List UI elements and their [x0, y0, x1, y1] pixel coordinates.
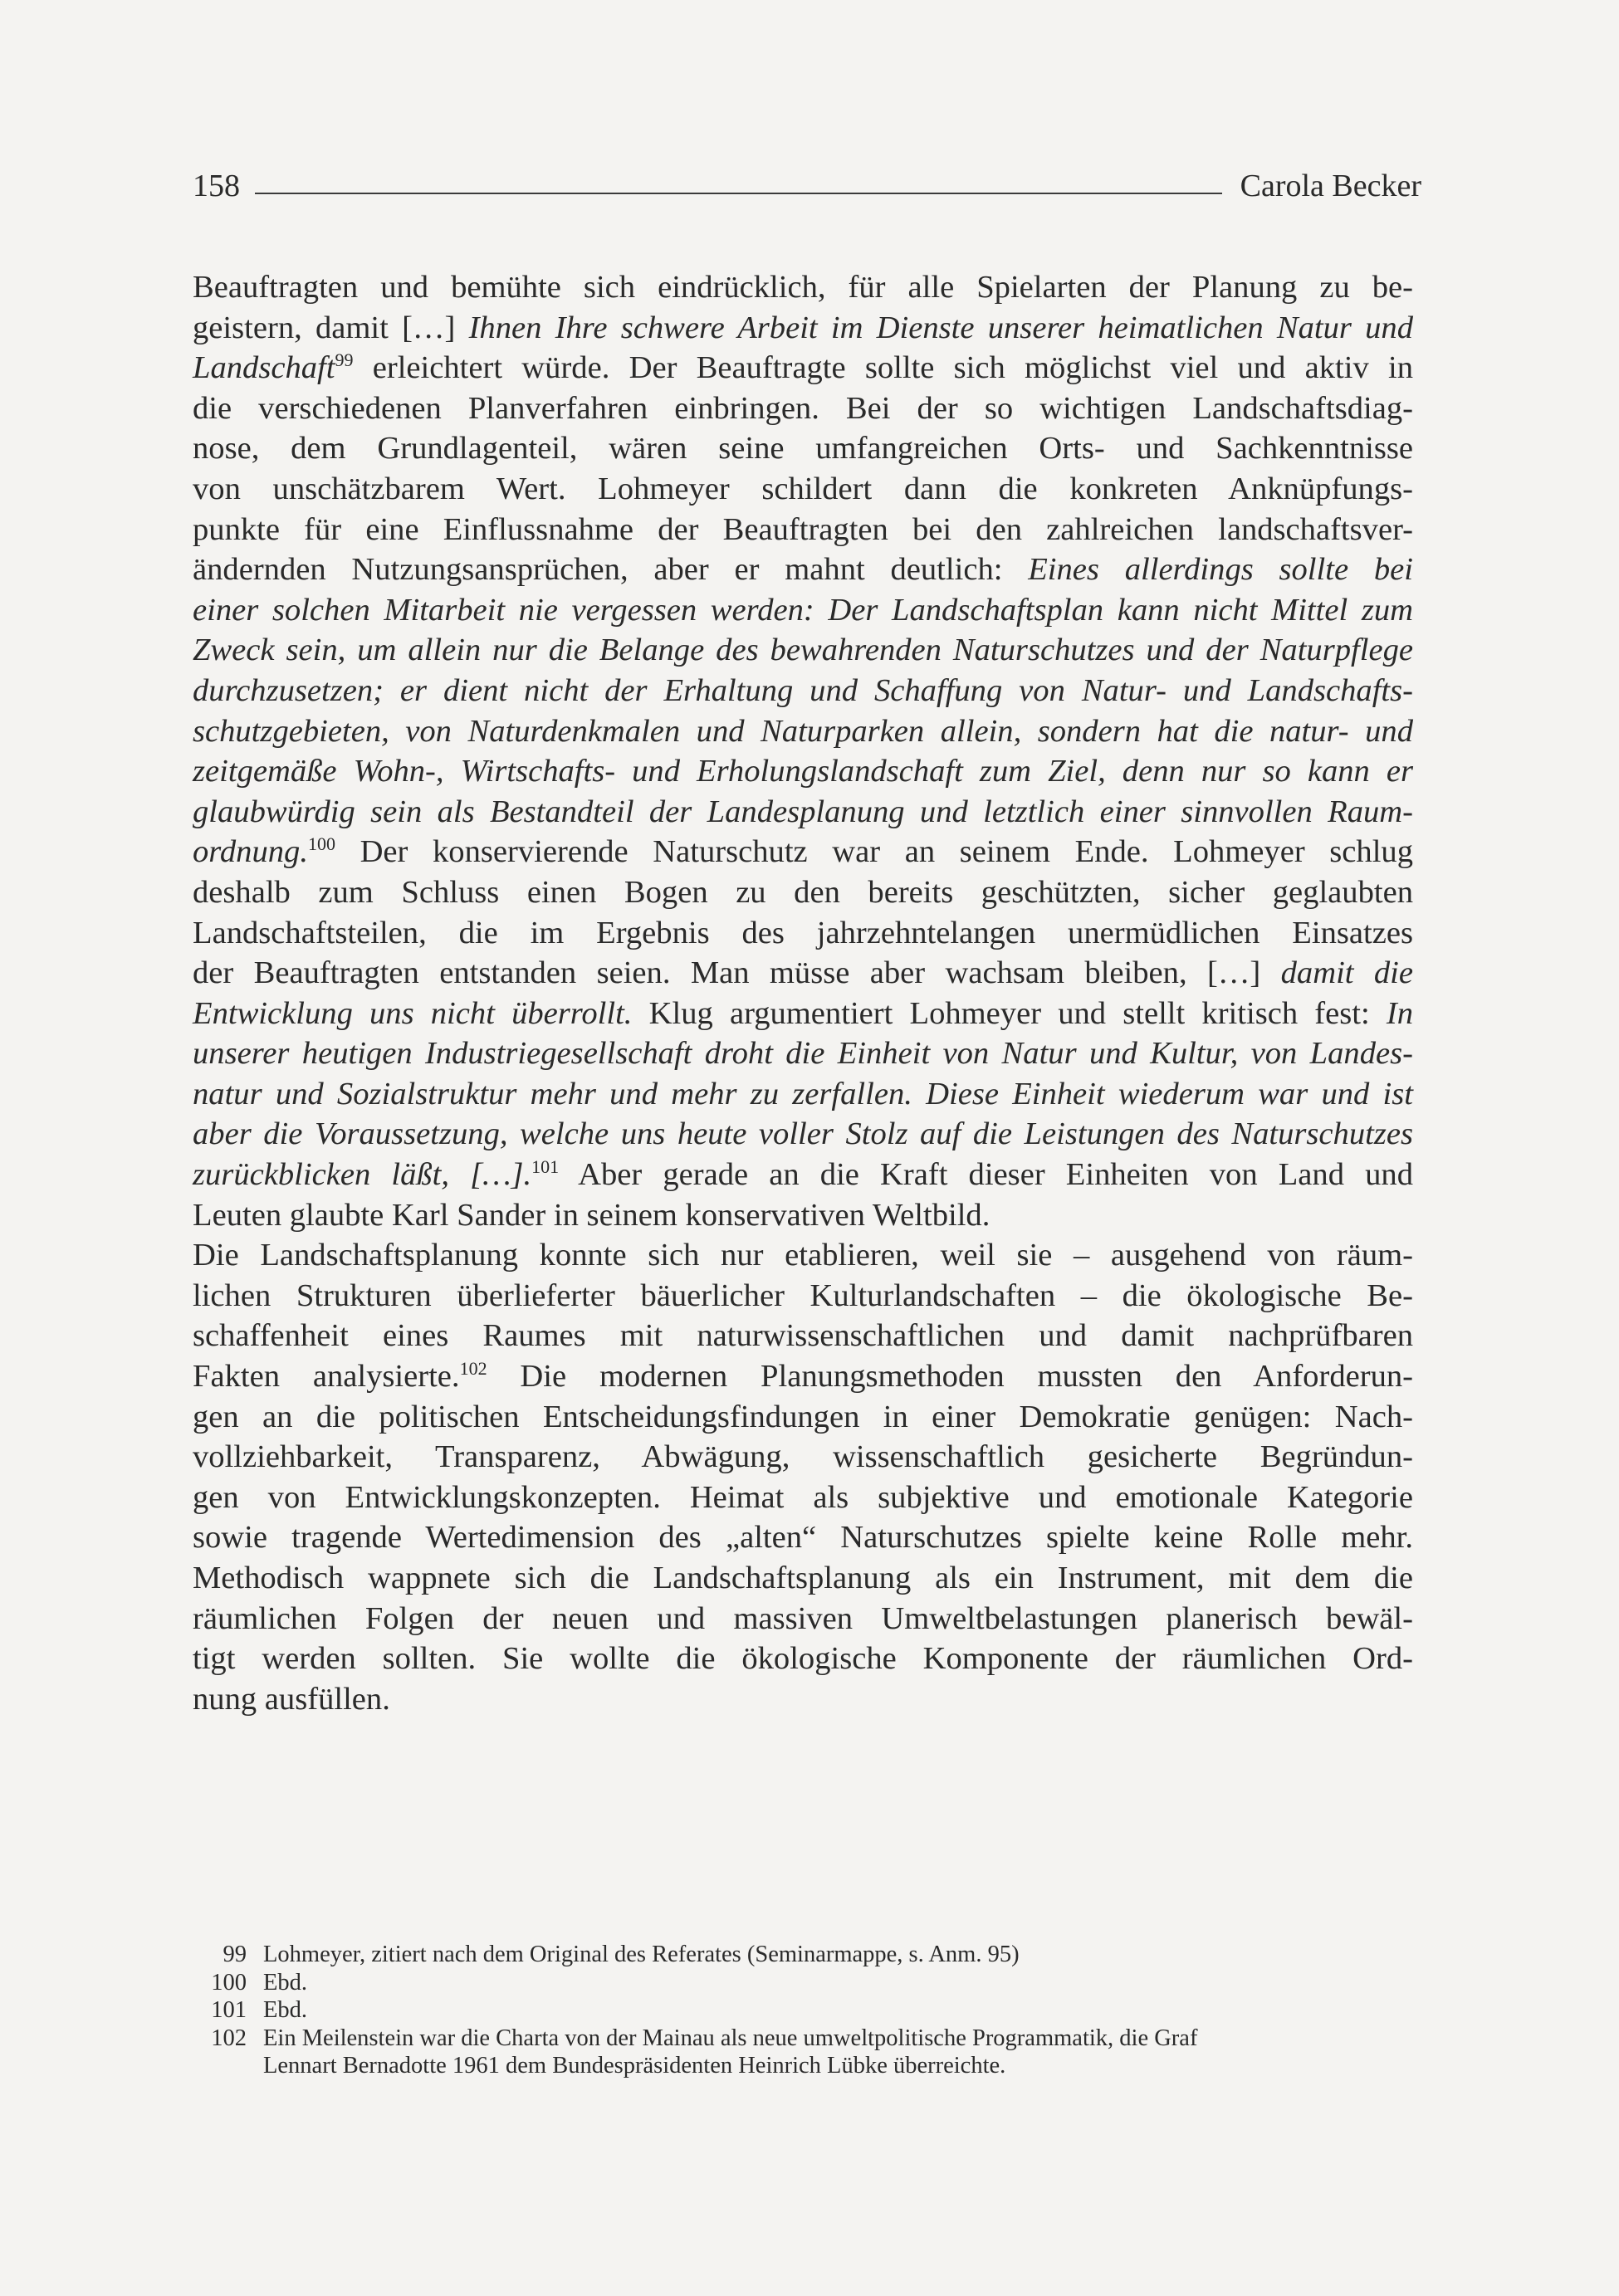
- footnote-101: [193, 1996, 1421, 2025]
- page-number: 158: [193, 169, 240, 203]
- text-line: die verschiedenen Planverfahren einbringen. Bei der so wichtigen Landschaftsdiag-: [193, 390, 1413, 426]
- footnote-100: [193, 1969, 1421, 1997]
- text-line: Beauftragten und bemühte sich eindrücklich, für alle Spielarten der Planung zu be-: [193, 270, 1413, 305]
- footnote-text: Lohmeyer, zitiert nach dem Original des Referates (Seminarmappe, s. Anm. 95): [263, 1942, 1020, 1967]
- footnote-number: 102: [211, 2025, 247, 2051]
- text-line: natur und Sozialstruktur mehr und mehr zu zerfallen. Diese Einheit wiederum war und ist: [193, 1076, 1413, 1111]
- text-line: schaffenheit eines Raumes mit naturwissenschaftlichen und damit nachprüfbaren: [193, 1318, 1413, 1354]
- text-line: räumlichen Folgen der neuen und massiven Umweltbelastungen planerisch bewäl-: [193, 1600, 1413, 1636]
- header-rule: [255, 193, 1222, 194]
- text-line: schutzgebieten, von Naturdenkmalen und Naturparken allein, sondern hat die natur- und: [193, 713, 1413, 749]
- text-line: der Beauftragten entstanden seien. Man müsse aber wachsam bleiben, […] damit die: [193, 955, 1414, 991]
- text-line: Entwicklung uns nicht überrollt. Klug argumentiert Lohmeyer und stellt kritisch fest: In: [193, 995, 1414, 1031]
- text-line: ändernden Nutzungsansprüchen, aber er mahnt deutlich: Eines allerdings sollte bei: [193, 552, 1413, 588]
- footnote-99: [193, 1941, 1421, 1969]
- footnote-text: Ebd.: [263, 1969, 308, 1996]
- text-line: von unschätzbarem Wert. Lohmeyer schildert dann die konkreten Anknüpfungs-: [193, 471, 1413, 506]
- text-line: Die Landschaftsplanung konnte sich nur etablieren, weil sie – ausgehend von räum-: [193, 1238, 1413, 1273]
- text-line: nose, dem Grundlagenteil, wären seine umfangreichen Orts- und Sachkenntnisse: [193, 431, 1413, 467]
- text-line: aber die Voraussetzung, welche uns heute voller Stolz auf die Leistungen des Naturschutzes: [193, 1116, 1413, 1152]
- text-line: gen an die politischen Entscheidungsfindungen in einer Demokratie genügen: Nach-: [193, 1399, 1413, 1434]
- running-header: [193, 163, 1421, 204]
- footnote-ref-100: 100: [307, 833, 335, 855]
- text-line: einer solchen Mitarbeit nie vergessen werden: Der Landschaftsplan kann nicht Mittel zum: [193, 592, 1413, 628]
- text-line: sowie tragende Wertedimension des „alten“ Naturschutzes spielte keine Rolle mehr.: [193, 1520, 1413, 1556]
- footnote-ref-99: 99: [335, 349, 354, 371]
- text-line: Landschaft$^{99}$ erleichtert würde. Der Beauftragte sollte sich möglichst viel und aktiv in: [193, 349, 1413, 386]
- running-head-author: Carola Becker: [1240, 169, 1421, 203]
- text-line: tigt werden sollten. Sie wollte die ökologische Komponente der räumlichen Ord-: [193, 1641, 1413, 1677]
- text-line: deshalb zum Schluss einen Bogen zu den bereits geschützten, sicher geglaubten: [193, 874, 1413, 910]
- text-line: punkte für eine Einflussnahme der Beauftragten bei den zahlreichen landschaftsver-: [193, 511, 1413, 547]
- text-line: unserer heutigen Industriegesellschaft droht die Einheit von Natur und Kultur, von Landes-: [193, 1036, 1413, 1072]
- text-line: Fakten analysierte.$^{102}$ Die modernen Planungsmethoden mussten den Anforderun-: [193, 1358, 1414, 1395]
- text-line: gen von Entwicklungskonzepten. Heimat als subjektive und emotionale Kategorie: [193, 1479, 1413, 1515]
- footnote-text: Ebd.: [263, 1997, 308, 2023]
- text-line: Zweck sein, um allein nur die Belange des bewahrenden Naturschutzes und der Naturpflege: [193, 633, 1413, 668]
- footnote-102: [193, 2025, 1421, 2080]
- text-line: Methodisch wappnete sich die Landschaftsplanung als ein Instrument, mit dem die: [193, 1561, 1413, 1595]
- footnote-number: 100: [211, 1969, 247, 1996]
- text-line: Leuten glaubte Karl Sander in seinem konservativen Weltbild.: [193, 1197, 990, 1233]
- text-line: ordnung.$^{100}$ Der konservierende Naturschutz war an seinem Ende. Lohmeyer schlug: [193, 833, 1413, 870]
- footnote-number: 99: [223, 1942, 247, 1967]
- body-text: [193, 267, 1413, 1719]
- footnote-number: 101: [211, 1997, 247, 2023]
- text-line: geistern, damit […] Ihnen Ihre schwere Arbeit im Dienste unserer heimatlichen Natur und: [193, 310, 1414, 345]
- text-line: vollziehbarkeit, Transparenz, Abwägung, wissenschaftlich gesicherte Begründun-: [193, 1439, 1413, 1475]
- text-line: nung ausfüllen.: [193, 1681, 390, 1717]
- text-line: zeitgemäße Wohn-, Wirtschafts- und Erholungslandschaft zum Ziel, denn nur so kann er: [193, 754, 1413, 789]
- text-line: glaubwürdig sein als Bestandteil der Landesplanung und letztlich einer sinnvollen Raum-: [193, 794, 1413, 829]
- text-line: durchzusetzen; er dient nicht der Erhaltung und Schaffung von Natur- und Landschafts-: [193, 672, 1413, 708]
- text-line: lichen Strukturen überlieferter bäuerlicher Kulturlandschaften – die ökologische Be-: [193, 1277, 1413, 1313]
- footnote-ref-101: 101: [531, 1156, 560, 1178]
- text-line: Landschaftsteilen, die im Ergebnis des jahrzehntelangen unermüdlichen Einsatzes: [193, 915, 1413, 950]
- footnotes: [193, 1941, 1421, 2080]
- footnote-text: Ein Meilenstein war die Charta von der Mainau als neue umweltpolitische Programmatik, die Graf Lennart Bernadotte 1961 dem Bundespräsidenten Heinrich Lübke überreichte.: [263, 2025, 1198, 2079]
- text-line: zurückblicken läßt, […].$^{101}$ Aber gerade an die Kraft dieser Einheiten von Land und: [193, 1156, 1413, 1193]
- footnote-ref-102: 102: [459, 1358, 487, 1380]
